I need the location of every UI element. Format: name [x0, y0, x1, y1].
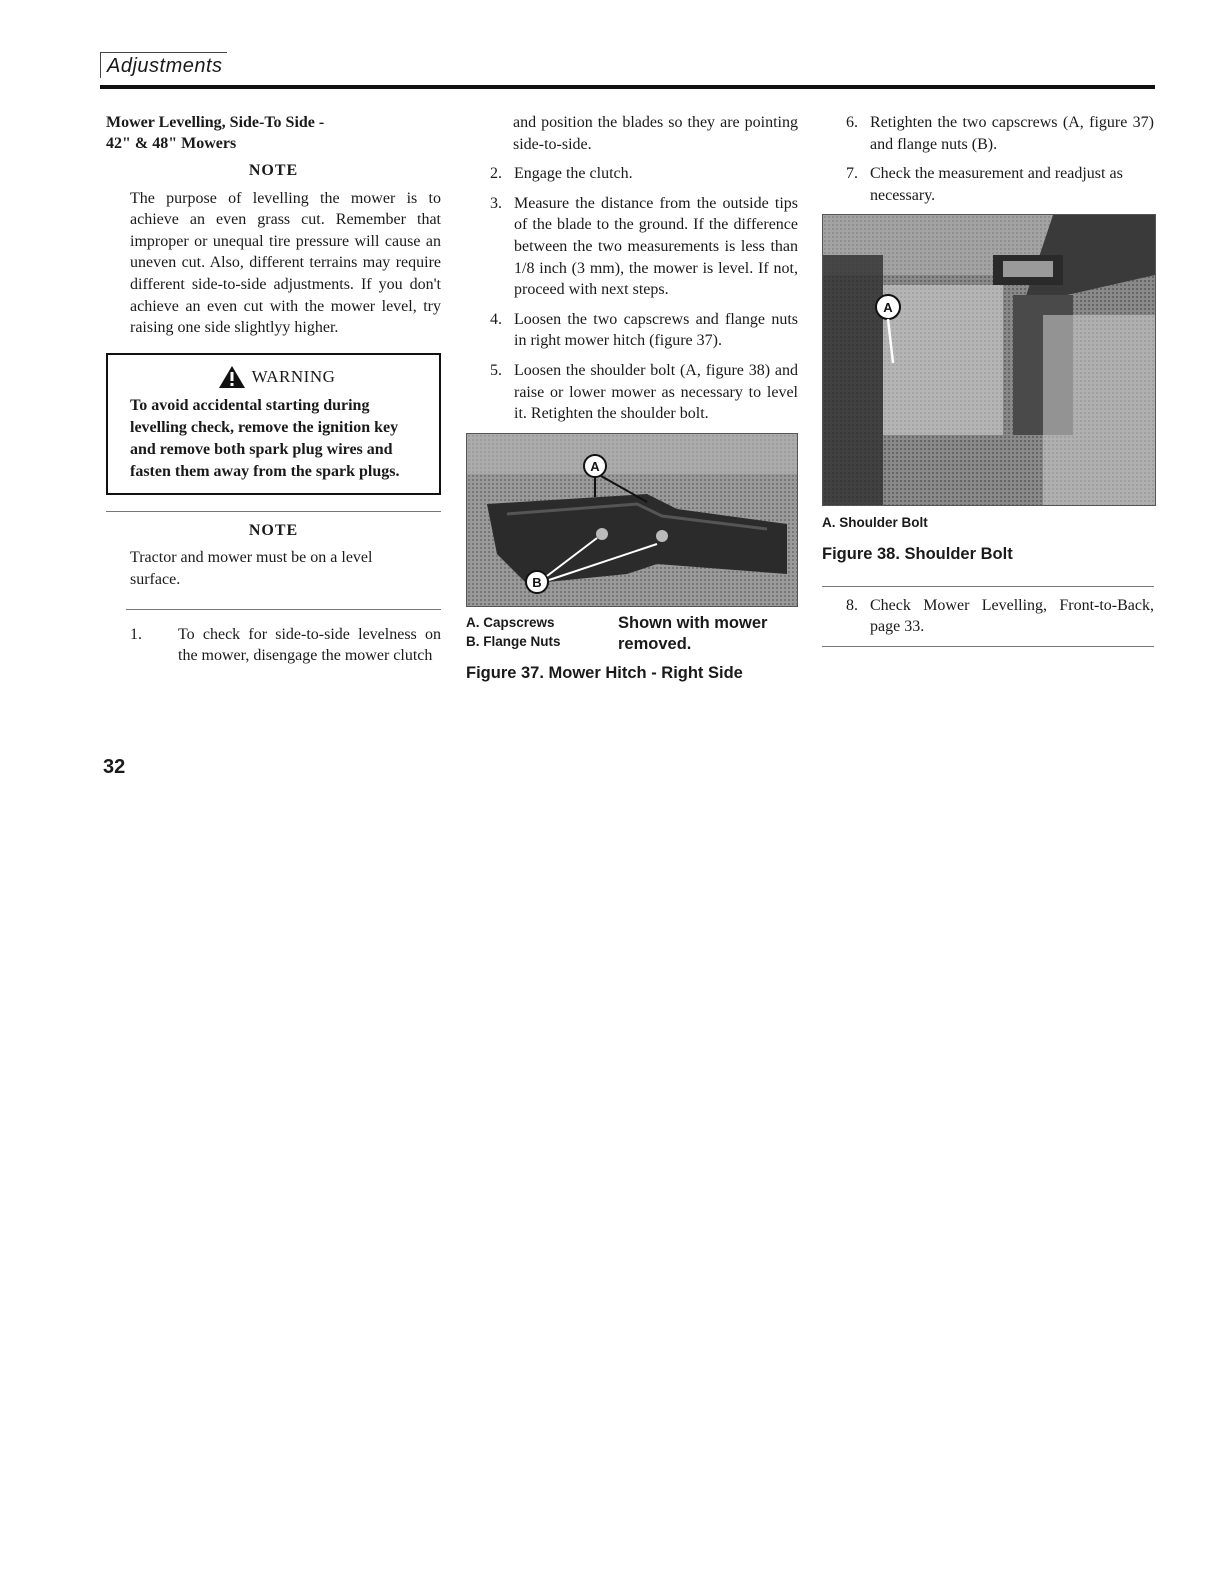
step-number: 6. — [846, 114, 858, 131]
step-text: Retighten the two capscrews (A, figure 37) and flange nuts (B). — [870, 114, 1154, 153]
heading-line-2: 42" & 48" Mowers — [106, 135, 237, 152]
step-item — [844, 595, 1154, 638]
callout-a: A — [590, 458, 600, 474]
step-number: 8. — [846, 596, 858, 614]
step-item — [844, 112, 1154, 155]
step-list — [488, 163, 798, 425]
figure-37-photo — [466, 433, 798, 607]
heading-line-1: Mower Levelling, Side-To Side - — [106, 114, 325, 131]
warning-title: WARNING — [251, 366, 336, 386]
header-rule — [100, 85, 1155, 89]
divider-2 — [126, 609, 441, 610]
step-text: Loosen the shoulder bolt (A, figure 38) and raise or lower mower as necessary to level it. Retighten the shoulder bolt. — [514, 361, 798, 423]
section-tag: Adjustments — [100, 52, 227, 78]
step-number: 5. — [490, 361, 502, 379]
step-item — [488, 163, 798, 185]
warning-header — [130, 365, 423, 389]
warning-box — [106, 353, 441, 495]
step-number: 3. — [490, 194, 502, 212]
page-number: 32 — [103, 756, 126, 778]
legend-note-line-2: removed. — [618, 634, 692, 653]
note-text-2: Tractor and mower must be on a level surface. — [130, 549, 373, 588]
step-number: 1. — [130, 625, 142, 643]
section-heading — [106, 112, 441, 154]
step-text: To check for side-to-side levelness on the mower, disengage the mower clutch — [178, 625, 441, 665]
step-item — [488, 193, 798, 301]
figure-38-photo — [822, 214, 1156, 506]
step-number: 7. — [846, 165, 858, 183]
column-middle — [466, 112, 798, 684]
legend-note — [618, 613, 798, 655]
step-continuation: and position the blades so they are pointing side-to-side. — [513, 114, 798, 153]
step-text: Measure the distance from the outside tips of the blade to the ground. If the difference between the two measurements is less than 1/8 inch (3 mm), the mower is level. If not, proceed with next steps. — [514, 194, 798, 299]
step-list — [844, 112, 1154, 206]
divider-2 — [822, 646, 1154, 647]
note-title: NOTE — [248, 162, 299, 179]
hitch-illustration — [467, 434, 797, 606]
legend-labels — [466, 613, 561, 655]
legend-a: A. Capscrews — [466, 614, 555, 630]
step-number: 2. — [490, 165, 502, 183]
step-item — [488, 360, 798, 425]
column-right — [822, 112, 1154, 647]
step-item — [488, 309, 798, 352]
shoulder-bolt-illustration — [823, 215, 1155, 505]
callout-b: B — [532, 574, 542, 590]
figure-38-caption: Figure 38. Shoulder Bolt — [822, 544, 1013, 563]
step-number: 4. — [490, 310, 502, 328]
figure-37-caption: Figure 37. Mower Hitch - Right Side — [466, 663, 743, 682]
legend-b: B. Flange Nuts — [466, 633, 561, 649]
step-text: Check the measurement and readjust as necessary. — [870, 165, 1123, 204]
step-item — [106, 624, 441, 667]
warning-triangle-icon — [218, 365, 246, 389]
divider — [106, 511, 441, 512]
callout-a: A — [883, 300, 893, 316]
step-item — [844, 163, 1154, 206]
step-text: Engage the clutch. — [514, 165, 633, 183]
note-title-2: NOTE — [248, 521, 299, 539]
legend-note-line-1: Shown with mower — [618, 613, 768, 632]
note-text: The purpose of levelling the mower is to achieve an even grass cut. Remember that improper or unequal tire pressure will cause an uneven cut. Also, different terrains may require different side-to-side adjustments. If you don't achieve an even cut with the mower level, try raising one side slightlyy higher. — [130, 189, 441, 337]
divider — [822, 586, 1154, 587]
step-text: Loosen the two capscrews and flange nuts in right mower hitch (figure 37). — [514, 310, 798, 350]
warning-text: To avoid accidental starting during levelling check, remove the ignition key and remove both spark plug wires and fasten them away from the spark plugs. — [130, 396, 400, 480]
figure-37-legend — [466, 613, 798, 655]
step-text: Check Mower Levelling, Front-to-Back, page 33. — [870, 596, 1154, 636]
step-list — [844, 595, 1154, 638]
step-list — [106, 624, 441, 667]
column-left — [106, 112, 441, 675]
figure-38-legend: A. Shoulder Bolt — [822, 515, 928, 531]
